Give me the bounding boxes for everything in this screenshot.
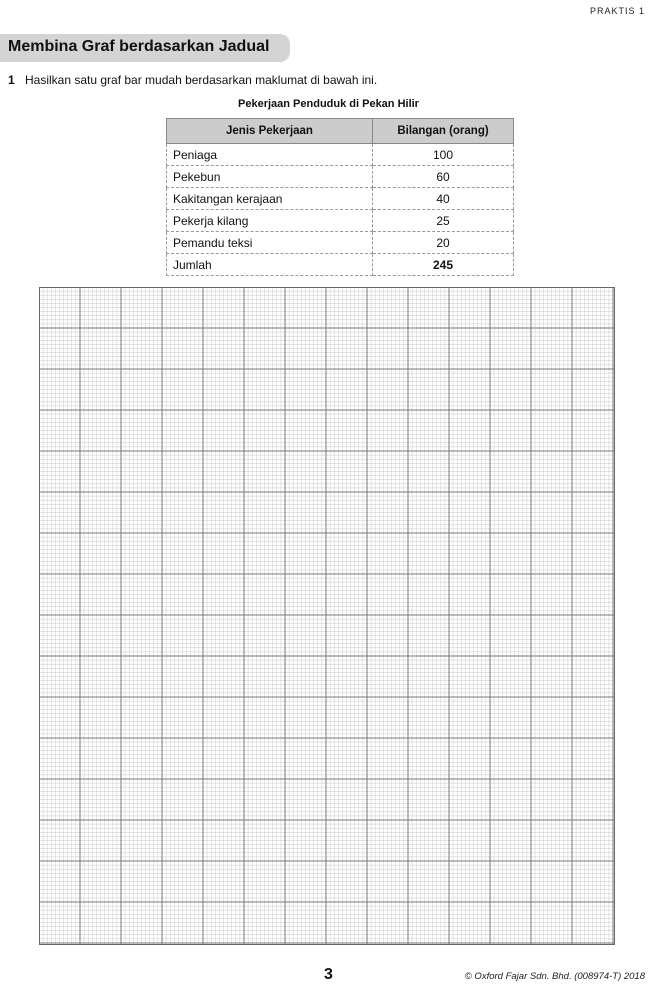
count-cell: 60 (373, 166, 514, 188)
column-header-count: Bilangan (orang) (373, 119, 514, 144)
table-row (167, 188, 514, 210)
table-header-row (167, 119, 514, 144)
section-title: Membina Graf berdasarkan Jadual (8, 38, 270, 55)
count-cell: 25 (373, 210, 514, 232)
table-row (167, 210, 514, 232)
job-cell: Pekerja kilang (167, 210, 373, 232)
job-cell: Kakitangan kerajaan (167, 188, 373, 210)
copyright-notice: © Oxford Fajar Sdn. Bhd. (008974-T) 2018 (464, 971, 645, 982)
question-number: 1 (8, 73, 15, 87)
job-cell: Pemandu teksi (167, 232, 373, 254)
practice-label: PRAKTIS 1 (589, 6, 645, 16)
total-label-cell: Jumlah (167, 254, 373, 276)
total-count-cell: 245 (373, 254, 514, 276)
count-cell: 20 (373, 232, 514, 254)
count-cell: 100 (373, 144, 514, 166)
table-row (167, 232, 514, 254)
job-cell: Peniaga (167, 144, 373, 166)
count-cell: 40 (373, 188, 514, 210)
graph-paper-grid (39, 287, 615, 945)
table-row (167, 144, 514, 166)
page-number: 3 (324, 966, 333, 983)
table-row-total (167, 254, 514, 276)
table-row (167, 166, 514, 188)
table-title: Pekerjaan Penduduk di Pekan Hilir (238, 98, 419, 110)
column-header-job: Jenis Pekerjaan (167, 119, 373, 144)
question-text: Hasilkan satu graf bar mudah berdasarkan maklumat di bawah ini. (25, 73, 378, 87)
job-cell: Pekebun (167, 166, 373, 188)
occupation-table (166, 118, 514, 276)
graph-paper[interactable] (39, 287, 615, 945)
